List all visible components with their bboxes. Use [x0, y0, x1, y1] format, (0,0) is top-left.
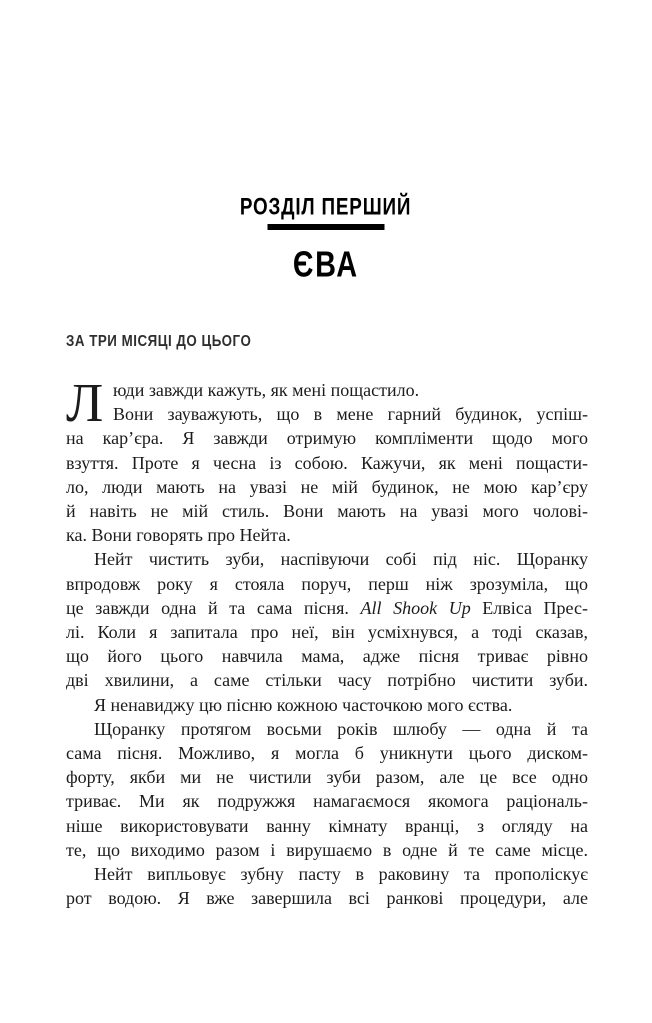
text-segment: впродовж року я стояла поруч, перш ніж зрозуміла, що — [66, 573, 588, 594]
text-segment: Я ненавиджу цю пісню кожною часточкою мого єства. — [94, 694, 513, 715]
text-line — [66, 523, 588, 547]
text-segment: Нейт чистить зуби, наспівуючи собі під ніс. Щоранку — [94, 549, 588, 570]
paragraph — [66, 862, 588, 910]
paragraph — [66, 372, 588, 547]
text-line — [66, 862, 588, 886]
text-line — [66, 378, 588, 402]
text-segment: ніше використовувати ванну кімнату вранці, з огляду на — [66, 815, 588, 836]
text-segment: рот водою. Я вже завершила всі ранкові процедури, але — [66, 888, 588, 909]
text-line — [66, 741, 588, 765]
chapter-label: РОЗДІЛ ПЕРШИЙ — [240, 192, 412, 220]
text-line — [66, 572, 588, 596]
text-segment: Нейт випльовує зубну пасту в раковину та прополіскує — [94, 864, 588, 885]
text-segment: на кар’єра. Я завжди отримую компліменти щодо мого — [66, 428, 588, 449]
text-segment: ло, люди мають на увазі не мій будинок, не мою кар’єру — [66, 476, 588, 497]
text-line — [66, 451, 588, 475]
text-line — [66, 668, 588, 692]
text-line — [66, 499, 588, 523]
text-line — [66, 789, 588, 813]
text-line — [66, 426, 588, 450]
text-line — [66, 620, 588, 644]
text-line — [66, 402, 588, 426]
text-line — [66, 886, 588, 910]
chapter-underline-rule — [268, 224, 385, 230]
text-segment: сама пісня. Можливо, я могла б уникнути цього диском- — [66, 743, 588, 764]
text-segment: лі. Коли я запитала про неї, він усміхнувся, а тоді сказав, — [66, 622, 588, 643]
text-segment: те, що виходимо разом і вирушаємо в одне й те саме місце. — [66, 839, 588, 860]
text-segment: дві хвилини, а саме стільки часу потрібно чистити зуби. — [66, 670, 588, 691]
text-segment: це завжди одна й та сама пісня. — [66, 597, 361, 618]
text-segment: взуття. Проте я чесна із собою. Кажучи, як мені пощасти- — [66, 452, 588, 473]
section-label: ЗА ТРИ МІСЯЦІ ДО ЦЬОГО — [66, 332, 252, 351]
text-segment: й навіть не мій стиль. Вони мають на увазі мого чолові- — [66, 501, 588, 522]
text-segment: Щоранку протягом восьми років шлюбу — одна й та — [94, 718, 588, 739]
text-segment: ка. Вони говорять про Нейта. — [66, 525, 291, 546]
drop-cap-letter: Л — [66, 372, 104, 433]
paragraph — [66, 547, 588, 692]
text-segment: Елвіса Прес- — [470, 597, 588, 618]
text-line — [66, 644, 588, 668]
chapter-title: ЄВА — [293, 245, 359, 285]
text-line — [66, 693, 588, 717]
text-segment: юди завжди кажуть, як мені пощастило. — [113, 380, 420, 400]
text-line — [66, 475, 588, 499]
text-segment: триває. Ми як подружжя намагаємося якомога раціональ- — [66, 791, 588, 812]
text-line — [66, 596, 588, 620]
text-line — [66, 717, 588, 741]
text-segment: форту, якби ми не чистили зуби разом, але це все одно — [66, 767, 588, 788]
text-line — [66, 814, 588, 838]
chapter-heading-wrap — [0, 193, 652, 220]
text-line — [66, 547, 588, 571]
paragraph — [66, 693, 588, 717]
chapter-title-wrap — [0, 246, 652, 285]
italic-text-segment: All Shook Up — [360, 597, 471, 618]
body-text — [66, 372, 588, 910]
text-line — [66, 765, 588, 789]
text-segment: що його цього навчила мама, адже пісня триває рівно — [66, 646, 588, 667]
text-line — [66, 838, 588, 862]
paragraph — [66, 717, 588, 862]
text-segment: Вони зауважують, що в мене гарний будинок, успіш- — [113, 404, 588, 425]
